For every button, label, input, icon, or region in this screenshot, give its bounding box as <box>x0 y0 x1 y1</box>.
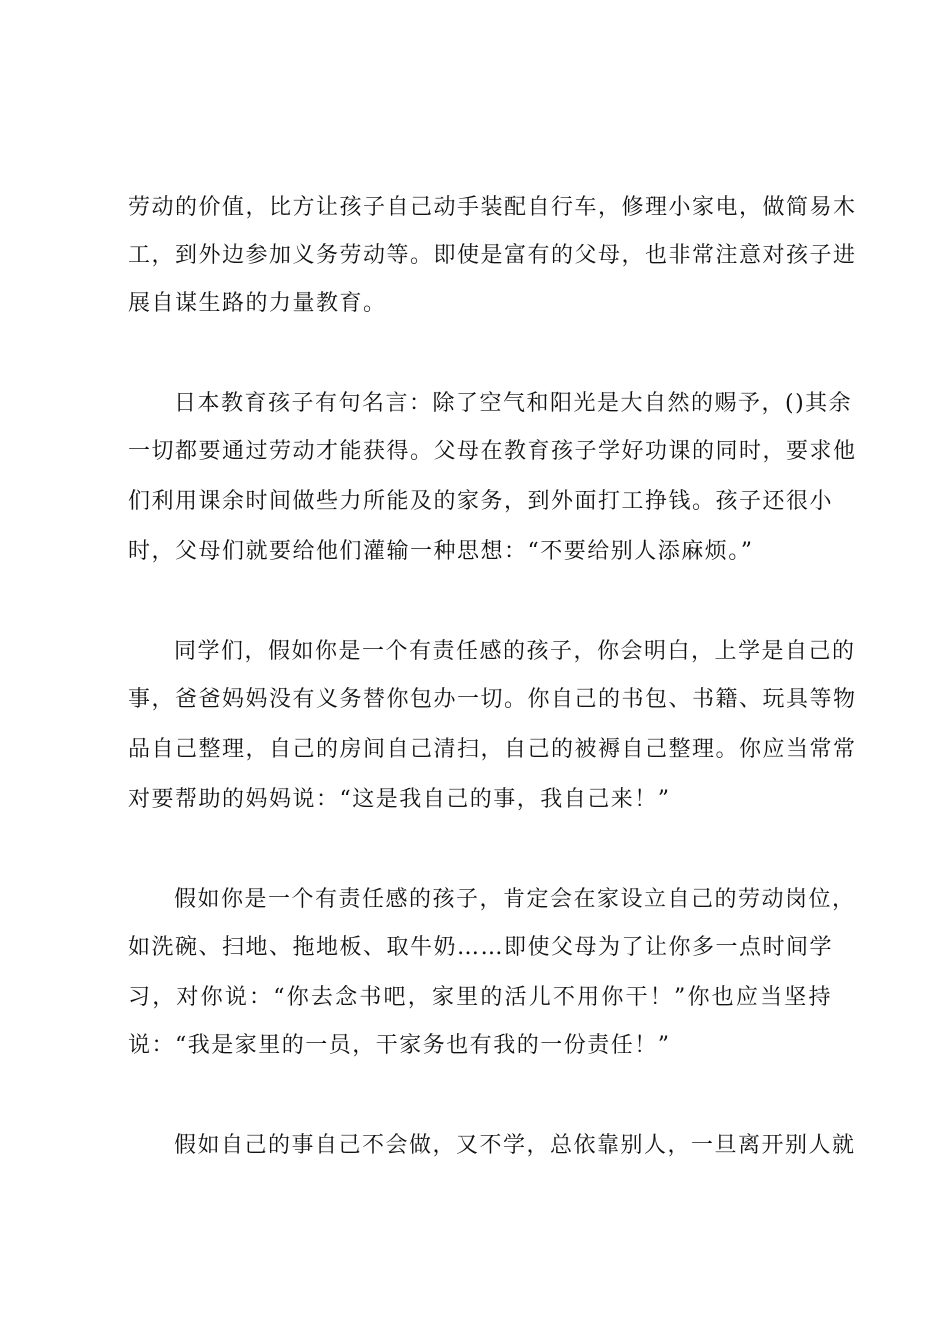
paragraph-4-line-2: 如洗碗、扫地、拖地板、取牛奶……即使父母为了让你多一点时间学 <box>128 935 834 960</box>
paragraph-1-line-2: 工，到外边参加义务劳动等。即使是富有的父母，也非常注意对孩子进 <box>128 243 857 268</box>
paragraph-3-line-2: 事，爸爸妈妈没有义务替你包办一切。你自己的书包、书籍、玩具等物 <box>128 687 857 712</box>
paragraph-2-line-4: 时，父母们就要给他们灌输一种思想：“不要给别人添麻烦。” <box>128 539 754 564</box>
paragraph-1-line-1: 劳动的价值，比方让孩子自己动手装配自行车，修理小家电，做简易木 <box>128 195 857 220</box>
paragraph-1-line-3: 展自谋生路的力量教育。 <box>128 291 387 316</box>
paragraph-2-line-3: 们利用课余时间做些力所能及的家务，到外面打工挣钱。孩子还很小 <box>128 489 834 514</box>
paragraph-4-line-4: 说：“我是家里的一员，干家务也有我的一份责任！” <box>128 1033 671 1058</box>
paragraph-3-line-4: 对要帮助的妈妈说：“这是我自己的事，我自己来！” <box>128 787 671 812</box>
paragraph-2-line-2: 一切都要通过劳动才能获得。父母在教育孩子学好功课的同时，要求他 <box>128 439 857 464</box>
paragraph-4-line-3: 习，对你说：“你去念书吧，家里的活儿不用你干！”你也应当坚持 <box>128 985 832 1010</box>
paragraph-4-line-1: 假如你是一个有责任感的孩子，肯定会在家设立自己的劳动岗位， <box>174 887 856 912</box>
paragraph-3-line-1: 同学们，假如你是一个有责任感的孩子，你会明白，上学是自己的 <box>174 639 856 664</box>
paragraph-2-line-1: 日本教育孩子有句名言：除了空气和阳光是大自然的赐予，()其余 <box>174 391 853 416</box>
paragraph-3-line-3: 品自己整理，自己的房间自己清扫，自己的被褥自己整理。你应当常常 <box>128 737 857 762</box>
paragraph-5-line-1: 假如自己的事自己不会做，又不学，总依靠别人，一旦离开别人就 <box>174 1133 856 1158</box>
